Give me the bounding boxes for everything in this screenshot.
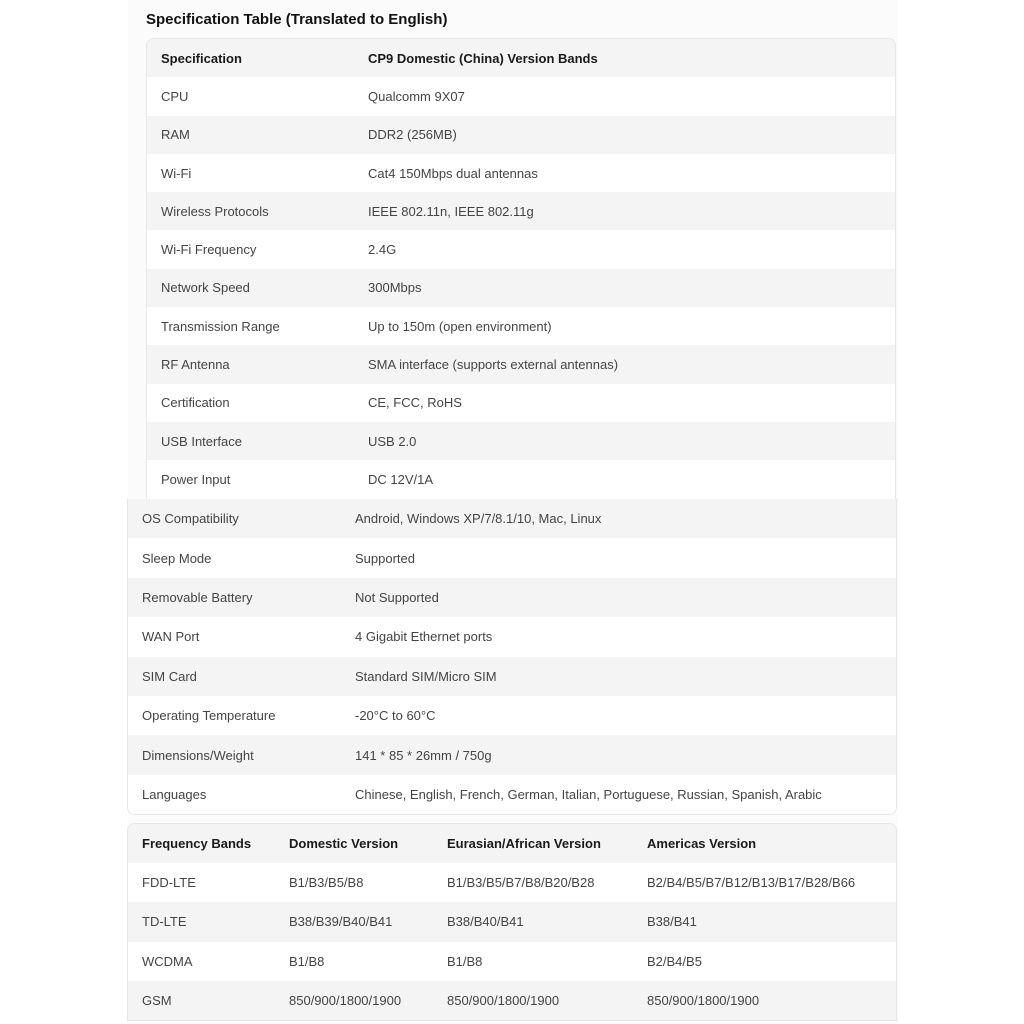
spec-value: IEEE 802.11n, IEEE 802.11g: [368, 192, 895, 230]
table-row: [147, 116, 895, 154]
table-row: [147, 460, 895, 498]
band-name: TD-LTE: [128, 902, 289, 941]
table-row: [128, 657, 896, 696]
table-row: [128, 942, 896, 981]
table-row: [147, 345, 895, 383]
spec-value: Standard SIM/Micro SIM: [355, 657, 896, 696]
frequency-table-grid: [128, 824, 896, 1020]
spec-name: OS Compatibility: [128, 499, 355, 538]
band-americas: B38/B41: [647, 902, 896, 941]
table-row: [147, 422, 895, 460]
spec-table-grid: [147, 39, 895, 499]
frequency-table-header-row: [128, 824, 896, 863]
spec-name: RAM: [147, 116, 368, 154]
spec-value: DDR2 (256MB): [368, 116, 895, 154]
table-row: [128, 863, 896, 902]
band-domestic: B1/B3/B5/B8: [289, 863, 447, 902]
frequency-header-domestic: Domestic Version: [289, 824, 447, 863]
band-eurasian-african: 850/900/1800/1900: [447, 981, 647, 1020]
spec-name: USB Interface: [147, 422, 368, 460]
spec-name: Dimensions/Weight: [128, 735, 355, 774]
spec-value: USB 2.0: [368, 422, 895, 460]
spec-value: -20°C to 60°C: [355, 696, 896, 735]
frequency-table: [127, 823, 897, 1021]
spec-name: Wireless Protocols: [147, 192, 368, 230]
table-row: [128, 735, 896, 774]
spec-value: 4 Gigabit Ethernet ports: [355, 617, 896, 656]
band-eurasian-african: B1/B3/B5/B7/B8/B20/B28: [447, 863, 647, 902]
spec-name: CPU: [147, 77, 368, 115]
spec-value: Cat4 150Mbps dual antennas: [368, 154, 895, 192]
spec-name: Sleep Mode: [128, 538, 355, 577]
table-row: [128, 578, 896, 617]
spec-name: Transmission Range: [147, 307, 368, 345]
band-domestic: B38/B39/B40/B41: [289, 902, 447, 941]
table-row: [128, 696, 896, 735]
spec-table: [146, 38, 896, 499]
table-row: [147, 154, 895, 192]
band-domestic: B1/B8: [289, 942, 447, 981]
spec-value: 2.4G: [368, 230, 895, 268]
spec-name: Wi-Fi: [147, 154, 368, 192]
frequency-header-bands: Frequency Bands: [128, 824, 289, 863]
band-americas: B2/B4/B5: [647, 942, 896, 981]
spec-name: Wi-Fi Frequency: [147, 230, 368, 268]
table-row: [147, 192, 895, 230]
spec-name: SIM Card: [128, 657, 355, 696]
band-eurasian-african: B38/B40/B41: [447, 902, 647, 941]
table-row: [147, 77, 895, 115]
spec-value: Up to 150m (open environment): [368, 307, 895, 345]
spec-name: Network Speed: [147, 269, 368, 307]
page-title: Specification Table (Translated to English): [146, 11, 448, 28]
spec-table-header-spec: Specification: [147, 39, 368, 77]
spec-name: Power Input: [147, 460, 368, 498]
spec-name: Languages: [128, 775, 355, 814]
table-row: [128, 538, 896, 577]
spec-name: Operating Temperature: [128, 696, 355, 735]
frequency-header-eurasian-african: Eurasian/African Version: [447, 824, 647, 863]
spec-name: Certification: [147, 384, 368, 422]
band-americas: B2/B4/B5/B7/B12/B13/B17/B28/B66: [647, 863, 896, 902]
table-row: [128, 617, 896, 656]
band-eurasian-african: B1/B8: [447, 942, 647, 981]
table-row: [147, 230, 895, 268]
band-name: FDD-LTE: [128, 863, 289, 902]
band-name: WCDMA: [128, 942, 289, 981]
spec-value: Android, Windows XP/7/8.1/10, Mac, Linux: [355, 499, 896, 538]
frequency-header-americas: Americas Version: [647, 824, 896, 863]
spec-value: 300Mbps: [368, 269, 895, 307]
spec-value: 141 * 85 * 26mm / 750g: [355, 735, 896, 774]
band-name: GSM: [128, 981, 289, 1020]
table-row: [128, 981, 896, 1020]
spec-table-header-row: [147, 39, 895, 77]
table-row: [147, 384, 895, 422]
spec-value: DC 12V/1A: [368, 460, 895, 498]
spec-table-continued-grid: [128, 499, 896, 814]
spec-name: Removable Battery: [128, 578, 355, 617]
spec-table-header-value: CP9 Domestic (China) Version Bands: [368, 39, 895, 77]
spec-name: WAN Port: [128, 617, 355, 656]
spec-value: Not Supported: [355, 578, 896, 617]
band-domestic: 850/900/1800/1900: [289, 981, 447, 1020]
spec-name: RF Antenna: [147, 345, 368, 383]
spec-value: Qualcomm 9X07: [368, 77, 895, 115]
table-row: [128, 902, 896, 941]
table-row: [128, 499, 896, 538]
spec-value: Supported: [355, 538, 896, 577]
spec-value: SMA interface (supports external antennas): [368, 345, 895, 383]
spec-value: Chinese, English, French, German, Italian, Portuguese, Russian, Spanish, Arabic: [355, 775, 896, 814]
table-row: [128, 775, 896, 814]
spec-value: CE, FCC, RoHS: [368, 384, 895, 422]
spec-table-continued: [127, 499, 897, 815]
band-americas: 850/900/1800/1900: [647, 981, 896, 1020]
table-row: [147, 307, 895, 345]
table-row: [147, 269, 895, 307]
